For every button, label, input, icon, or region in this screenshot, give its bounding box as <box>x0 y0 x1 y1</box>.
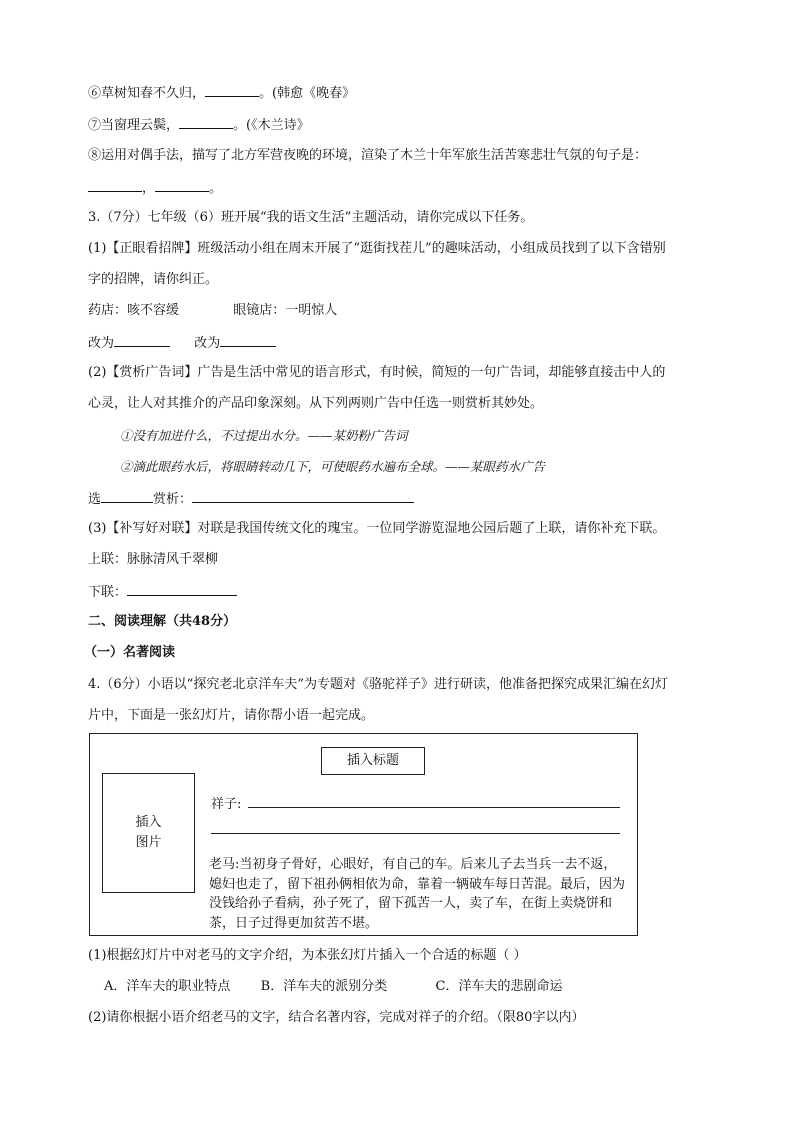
line-6-text: ⑥草树知春不久归， <box>88 86 206 101</box>
fix-line <box>88 333 276 353</box>
question-4-2: (2)请你根据小语介绍老马的文字，结合名著内容，完成对祥子的介绍。（限80字以内） <box>88 1010 585 1025</box>
line-7 <box>88 115 310 135</box>
comma: ， <box>142 181 156 196</box>
upper-couplet: 上联：脉脉清风千翠柳 <box>88 552 219 567</box>
section-heading: 二、阅读理解（共48分） <box>88 614 237 629</box>
shop-sign-pharmacy: 药店：咳不容缓 <box>88 303 180 318</box>
question-3-2-line1: (2)【赏析广告词】广告是生活中常见的语言形式，有时候，简短的一句广告词，却能够直接击中人的 <box>88 365 666 380</box>
shop-signs <box>88 302 337 320</box>
fix-label-2: 改为 <box>194 336 221 351</box>
line-8-blanks <box>88 178 222 198</box>
question-4-1: (1)根据幻灯片中对老马的文字介绍，为本张幻灯片插入一个合适的标题（ ） <box>88 948 527 963</box>
question-4-line2: 片中，下面是一张幻灯片，请你帮小语一起完成。 <box>88 708 375 723</box>
insert-picture-label: 插入 图片 <box>135 815 162 850</box>
appreciation-label: 赏析： <box>153 492 193 507</box>
fix-label-1: 改为 <box>88 336 115 351</box>
insert-picture-box[interactable] <box>102 773 195 893</box>
line-7-text: ⑦当窗理云鬓， <box>88 118 180 133</box>
answer-blank[interactable] <box>127 582 237 596</box>
select-line <box>88 489 414 509</box>
answer-blank[interactable] <box>179 115 233 129</box>
period: 。 <box>209 181 223 196</box>
question-3-3: (3)【补写好对联】对联是我国传统文化的瑰宝。一位同学游览湿地公园后题了上联，请你补充下联。 <box>88 521 666 536</box>
line-8: ⑧运用对偶手法，描写了北方军营夜晚的环境，渲染了木兰十年军旅生活苦寒悲壮气氛的句子是： <box>88 148 648 163</box>
insert-title-box[interactable]: 插入标题 <box>321 747 425 775</box>
option-b[interactable]: B．洋车夫的派别分类 <box>260 979 388 994</box>
answer-blank[interactable] <box>155 178 209 192</box>
answer-blank[interactable] <box>205 83 259 97</box>
line-7-source: 。(《木兰诗》 <box>233 118 310 133</box>
lower-couplet <box>88 582 237 602</box>
question-3-1-line2: 字的招牌，请你纠正。 <box>88 272 219 287</box>
ad-2: ②滴此眼药水后，将眼睛转动几下，可使眼药水遍布全球。——某眼药水广告 <box>120 459 546 474</box>
line-6-source: 。(韩愈《晚春》 <box>259 86 356 101</box>
line-6 <box>88 83 355 103</box>
xiangzi-answer-line-2[interactable] <box>211 833 620 834</box>
shop-sign-glasses: 眼镜店：一明惊人 <box>233 303 338 318</box>
laoma-text: 老马:当初身子骨好，心眼好，有自己的车。后来儿子去当兵一去不返，媳妇也走了，留下祖孙俩相依为命，靠着一辆破车每日苦混。最后，因为没钱给孙子看病，孙子死了，留下孤苦一人，卖了车，在街上卖烧饼和茶，日子过得更加贫苦不堪。 <box>209 857 626 931</box>
ad-1: ①没有加进什么，不过提出水分。——某奶粉广告词 <box>120 428 408 443</box>
xiangzi-label: 祥子: <box>211 797 242 812</box>
option-a[interactable]: A．洋车夫的职业特点 <box>104 979 231 994</box>
xiangzi-answer-line[interactable] <box>248 807 620 808</box>
select-label: 选 <box>88 492 102 507</box>
question-3-2-line2: 心灵，让人对其推介的产品印象深刻。从下列两则广告中任选一则赏析其妙处。 <box>88 396 544 411</box>
answer-blank[interactable] <box>192 489 414 503</box>
option-c[interactable]: C．洋车夫的悲剧命运 <box>435 979 563 994</box>
answer-blank[interactable] <box>101 489 153 503</box>
question-3-1-line1: (1)【正眼看招牌】班级活动小组在周末开展了“逛街找茬儿”的趣味活动，小组成员找到了以下含错别 <box>88 241 666 256</box>
lower-couplet-label: 下联： <box>88 585 128 600</box>
answer-blank[interactable] <box>114 333 170 347</box>
answer-blank[interactable] <box>88 178 142 192</box>
question-3: 3.（7分）七年级（6）班开展“我的语文生活”主题活动，请你完成以下任务。 <box>88 210 534 225</box>
options-line <box>104 978 562 996</box>
slide-frame <box>89 733 638 936</box>
question-4-line1: 4.（6分）小语以“探究老北京洋车夫”为专题对《骆驼祥子》进行研读，他准备把探究成果汇编在幻灯 <box>88 677 668 692</box>
sub-heading: （一）名著阅读 <box>84 645 176 660</box>
answer-blank[interactable] <box>220 333 276 347</box>
